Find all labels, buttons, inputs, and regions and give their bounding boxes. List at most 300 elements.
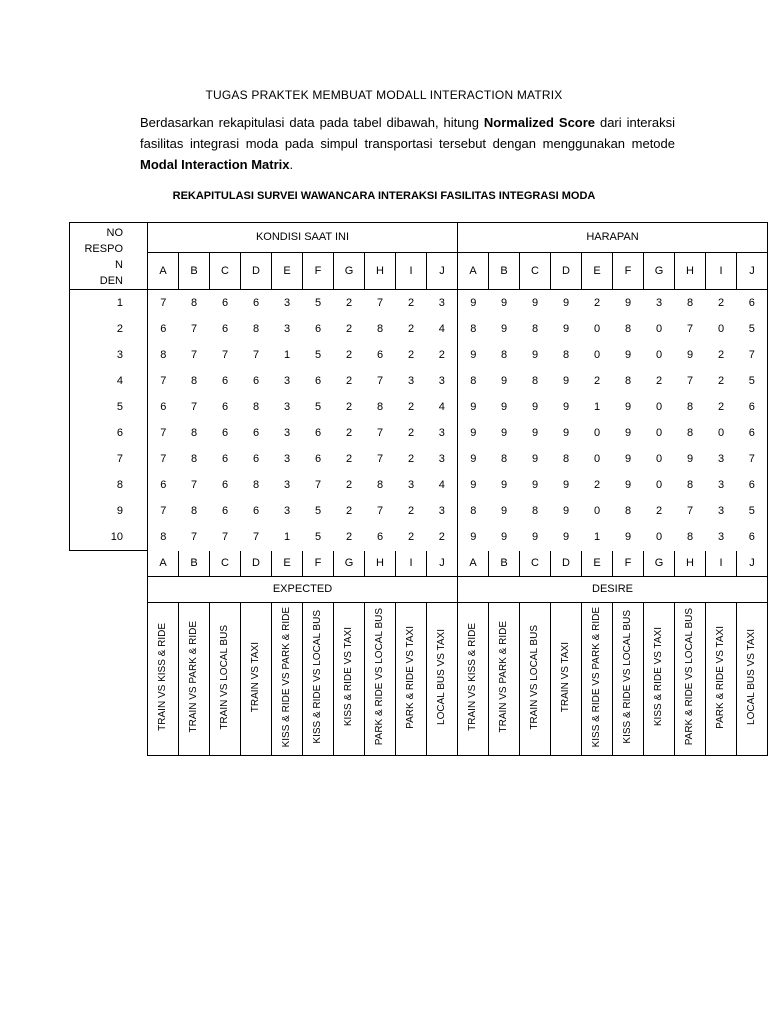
column-letter: E (272, 551, 303, 577)
kondisi-cell: 6 (314, 453, 322, 465)
pair-label-text: TRAIN VS KISS & RIDE (467, 623, 478, 731)
column-letter: G (334, 252, 365, 289)
column-letter: F (303, 551, 334, 577)
pair-label-text: TRAIN VS KISS & RIDE (157, 623, 168, 731)
pair-label-text: LOCAL BUS VS TAXI (436, 629, 447, 725)
harapan-cell: 9 (624, 427, 632, 439)
harapan-cell: 9 (500, 323, 508, 335)
table-row (70, 316, 768, 342)
harapan-cell: 9 (458, 446, 489, 472)
harapan-cell: 9 (500, 297, 508, 309)
harapan-cell: 1 (593, 401, 601, 413)
header-row-groups (70, 223, 768, 253)
expected-pair-label (241, 602, 272, 755)
table-row (70, 290, 768, 317)
intro-bold-method: Modal Interaction Matrix (140, 157, 290, 172)
table-row (70, 446, 768, 472)
respondent-number: 2 (70, 316, 148, 342)
kondisi-cell: 3 (283, 323, 291, 335)
harapan-cell: 0 (655, 427, 663, 439)
kondisi-cell: 2 (438, 349, 445, 361)
harapan-cell: 5 (737, 498, 768, 524)
harapan-cell: 3 (717, 505, 725, 517)
table-row (70, 342, 768, 368)
expected-pair-label (272, 602, 303, 755)
pair-label-text: PARK & RIDE VS LOCAL BUS (684, 608, 695, 746)
kondisi-cell: 2 (345, 323, 353, 335)
pair-label-text: LOCAL BUS VS TAXI (746, 629, 757, 725)
harapan-cell: 8 (458, 316, 489, 342)
harapan-cell: 9 (562, 401, 570, 413)
pair-label-text: TRAIN VS LOCAL BUS (529, 624, 540, 730)
column-letter: G (644, 551, 675, 577)
respondent-number: 1 (70, 290, 148, 317)
spacer-cell (70, 576, 148, 602)
column-letter: I (706, 551, 737, 577)
respondent-header-line: N (115, 259, 123, 271)
kondisi-cell: 7 (148, 420, 179, 446)
kondisi-cell: 6 (252, 375, 260, 387)
intro-bold-normalized-score: Normalized Score (483, 115, 596, 130)
column-letter: F (303, 252, 334, 289)
table-row (70, 420, 768, 446)
kondisi-cell: 3 (283, 505, 291, 517)
column-letter: J (737, 551, 768, 577)
column-letter: B (489, 551, 520, 577)
column-letter: E (272, 252, 303, 289)
pair-label-text: KISS & RIDE VS TAXI (343, 627, 354, 727)
kondisi-cell: 3 (283, 453, 291, 465)
harapan-cell: 9 (531, 531, 539, 544)
harapan-cell: 0 (655, 323, 663, 335)
kondisi-cell: 2 (407, 297, 415, 309)
harapan-cell: 3 (655, 297, 663, 309)
harapan-cell: 8 (624, 323, 632, 335)
column-letter: B (179, 551, 210, 577)
kondisi-cell: 2 (345, 505, 353, 517)
kondisi-cell: 8 (252, 479, 260, 491)
kondisi-cell: 8 (376, 479, 384, 491)
kondisi-cell: 7 (252, 531, 260, 544)
harapan-cell: 8 (624, 505, 632, 517)
respondent-number: 4 (70, 368, 148, 394)
harapan-cell: 2 (717, 401, 725, 413)
harapan-cell: 9 (531, 479, 539, 491)
harapan-cell: 9 (562, 505, 570, 517)
kondisi-cell: 2 (345, 401, 353, 413)
harapan-cell: 2 (717, 297, 725, 309)
harapan-cell: 9 (500, 427, 508, 439)
harapan-cell: 0 (655, 531, 663, 544)
harapan-cell: 9 (562, 375, 570, 387)
harapan-cell: 9 (458, 420, 489, 446)
respondent-number: 9 (70, 498, 148, 524)
expected-pair-label (396, 602, 427, 755)
kondisi-cell: 2 (407, 505, 415, 517)
harapan-cell: 8 (686, 401, 694, 413)
harapan-cell: 8 (500, 349, 508, 361)
column-letter: E (582, 252, 613, 289)
kondisi-cell: 6 (221, 297, 229, 309)
expected-pair-label (427, 602, 458, 755)
kondisi-cell: 7 (190, 479, 198, 491)
kondisi-cell: 6 (221, 453, 229, 465)
respondent-header-line: RESPO (84, 243, 123, 255)
harapan-cell: 9 (458, 394, 489, 420)
pair-label-text: TRAIN VS TAXI (560, 641, 571, 713)
respondent-number: 8 (70, 472, 148, 498)
kondisi-cell: 2 (438, 531, 445, 544)
pair-label-text: KISS & RIDE VS PARK & RIDE (591, 606, 602, 748)
kondisi-cell: 7 (148, 446, 179, 472)
kondisi-cell: 6 (376, 531, 384, 544)
harapan-cell: 9 (562, 479, 570, 491)
column-letter: D (551, 252, 582, 289)
harapan-cell: 9 (458, 472, 489, 498)
harapan-cell: 9 (500, 375, 508, 387)
kondisi-cell: 2 (345, 427, 353, 439)
harapan-cell: 2 (593, 479, 601, 491)
pair-label-text: TRAIN VS PARK & RIDE (188, 621, 199, 733)
desire-pair-label (613, 602, 644, 755)
column-letter: E (582, 551, 613, 577)
pair-label-text: TRAIN VS PARK & RIDE (498, 621, 509, 733)
header-row-expected-desire (70, 576, 768, 602)
harapan-cell: 9 (562, 531, 570, 544)
kondisi-cell: 5 (314, 505, 322, 517)
kondisi-cell: 6 (148, 316, 179, 342)
expected-pair-label (365, 602, 396, 755)
harapan-cell: 2 (655, 505, 663, 517)
pair-label-text: PARK & RIDE VS TAXI (405, 625, 416, 729)
pair-label-text: PARK & RIDE VS TAXI (715, 625, 726, 729)
desire-pair-label (458, 602, 489, 755)
kondisi-cell: 2 (345, 349, 353, 361)
expected-pair-label (334, 602, 365, 755)
kondisi-cell: 5 (314, 401, 322, 413)
respondent-number: 6 (70, 420, 148, 446)
harapan-cell: 7 (686, 505, 694, 517)
harapan-cell: 0 (717, 427, 725, 439)
column-letter: D (241, 252, 272, 289)
column-letter: B (489, 252, 520, 289)
harapan-cell: 9 (531, 349, 539, 361)
kondisi-cell: 6 (314, 427, 322, 439)
kondisi-cell: 7 (148, 290, 179, 317)
harapan-cell: 2 (655, 375, 663, 387)
kondisi-cell: 8 (148, 342, 179, 368)
pair-label-text: KISS & RIDE VS PARK & RIDE (281, 606, 292, 748)
harapan-cell: 7 (686, 323, 694, 335)
column-letter: D (551, 551, 582, 577)
table-row (70, 524, 768, 551)
harapan-cell: 6 (737, 290, 768, 317)
group-header-desire: DESIRE (458, 576, 768, 602)
kondisi-cell: 2 (345, 453, 353, 465)
column-letter: D (241, 551, 272, 577)
column-letter: A (458, 252, 489, 289)
kondisi-cell: 8 (252, 323, 260, 335)
harapan-cell: 2 (593, 297, 601, 309)
harapan-cell: 8 (562, 453, 570, 465)
column-letter: I (396, 252, 427, 289)
column-letter: A (458, 551, 489, 577)
harapan-cell: 9 (624, 297, 632, 309)
column-letter: H (675, 551, 706, 577)
kondisi-cell: 1 (283, 349, 291, 361)
harapan-cell: 7 (737, 342, 768, 368)
respondent-number: 10 (70, 524, 148, 551)
harapan-cell: 7 (686, 375, 694, 387)
expected-pair-label (210, 602, 241, 755)
column-letter: B (179, 252, 210, 289)
expected-pair-label (303, 602, 334, 755)
harapan-cell: 3 (717, 479, 725, 491)
intro-paragraph (140, 112, 675, 175)
column-letter: J (427, 551, 458, 577)
harapan-cell: 0 (655, 479, 663, 491)
pair-label-text: KISS & RIDE VS LOCAL BUS (312, 610, 323, 744)
kondisi-cell: 7 (190, 323, 198, 335)
respondent-header-line: NO (106, 227, 123, 239)
kondisi-cell: 6 (252, 427, 260, 439)
kondisi-cell: 6 (376, 349, 384, 361)
column-letter: C (520, 551, 551, 577)
harapan-cell: 1 (593, 531, 601, 544)
group-header-expected: EXPECTED (148, 576, 458, 602)
kondisi-cell: 8 (376, 401, 384, 413)
harapan-cell: 9 (624, 349, 632, 361)
harapan-cell: 6 (737, 420, 768, 446)
harapan-cell: 2 (717, 349, 725, 361)
column-letter: F (613, 252, 644, 289)
table-row (70, 472, 768, 498)
harapan-cell: 0 (655, 349, 663, 361)
kondisi-cell: 6 (148, 472, 179, 498)
column-letter: I (706, 252, 737, 289)
kondisi-cell: 7 (376, 505, 384, 517)
kondisi-cell: 3 (438, 505, 445, 517)
column-letter: J (737, 252, 768, 289)
column-letter: J (427, 252, 458, 289)
spacer-cell (70, 551, 148, 577)
desire-pair-label (737, 602, 768, 755)
harapan-cell: 5 (737, 316, 768, 342)
harapan-cell: 8 (458, 498, 489, 524)
desire-pair-label (520, 602, 551, 755)
harapan-cell: 6 (737, 394, 768, 420)
desire-pair-label (675, 602, 706, 755)
pair-label-text: TRAIN VS TAXI (250, 641, 261, 713)
kondisi-cell: 3 (283, 427, 291, 439)
harapan-cell: 9 (562, 297, 570, 309)
column-letter: H (675, 252, 706, 289)
kondisi-cell: 2 (345, 479, 353, 491)
harapan-cell: 8 (686, 531, 694, 544)
footer-row-letters (70, 551, 768, 577)
kondisi-cell: 3 (438, 453, 445, 465)
desire-pair-label (644, 602, 675, 755)
survey-table (69, 222, 768, 756)
harapan-cell: 9 (458, 342, 489, 368)
harapan-cell: 8 (458, 368, 489, 394)
kondisi-cell: 6 (252, 297, 260, 309)
kondisi-cell: 5 (314, 531, 322, 544)
column-letter: G (644, 252, 675, 289)
kondisi-cell: 2 (345, 297, 353, 309)
pair-label-row (70, 602, 768, 755)
kondisi-cell: 3 (438, 297, 445, 309)
kondisi-cell: 3 (283, 297, 291, 309)
harapan-cell: 9 (624, 401, 632, 413)
kondisi-cell: 4 (438, 479, 445, 491)
pair-label-text: PARK & RIDE VS LOCAL BUS (374, 608, 385, 746)
group-header-kondisi: KONDISI SAAT INI (148, 223, 458, 253)
intro-text-1: Berdasarkan rekapitulasi data pada tabel dibawah, hitung (140, 115, 484, 130)
respondent-number: 3 (70, 342, 148, 368)
kondisi-cell: 8 (376, 323, 384, 335)
expected-pair-label (179, 602, 210, 755)
kondisi-cell: 3 (438, 427, 445, 439)
harapan-cell: 2 (717, 375, 725, 387)
kondisi-cell: 6 (252, 505, 260, 517)
kondisi-cell: 3 (283, 479, 291, 491)
kondisi-cell: 3 (283, 401, 291, 413)
kondisi-cell: 2 (407, 323, 415, 335)
harapan-cell: 9 (562, 323, 570, 335)
kondisi-cell: 4 (438, 323, 445, 335)
harapan-cell: 8 (531, 375, 539, 387)
harapan-cell: 9 (500, 401, 508, 413)
column-letter: C (210, 252, 241, 289)
column-letter: C (520, 252, 551, 289)
kondisi-cell: 6 (221, 505, 229, 517)
kondisi-cell: 3 (407, 375, 415, 387)
harapan-cell: 9 (531, 297, 539, 309)
harapan-cell: 0 (717, 323, 725, 335)
kondisi-cell: 1 (283, 531, 291, 544)
harapan-cell: 9 (531, 427, 539, 439)
kondisi-cell: 7 (190, 531, 198, 544)
intro-text-2: dari interaksi fasilitas integrasi moda pada simpul transportasi tersebut dengan menggunakan metode (140, 115, 675, 151)
kondisi-cell: 7 (376, 297, 384, 309)
kondisi-cell: 2 (407, 427, 415, 439)
harapan-cell: 8 (686, 479, 694, 491)
kondisi-cell: 6 (221, 375, 229, 387)
column-letter: F (613, 551, 644, 577)
kondisi-cell: 7 (148, 368, 179, 394)
kondisi-cell: 2 (407, 531, 415, 544)
respondent-number-header (70, 223, 148, 290)
kondisi-cell: 7 (376, 453, 384, 465)
kondisi-cell: 5 (314, 349, 322, 361)
column-letter: A (148, 551, 179, 577)
harapan-cell: 9 (562, 427, 570, 439)
harapan-cell: 3 (717, 531, 725, 544)
kondisi-cell: 6 (314, 323, 322, 335)
header-row-letters (70, 252, 768, 289)
kondisi-cell: 7 (376, 375, 384, 387)
harapan-cell: 6 (737, 472, 768, 498)
kondisi-cell: 6 (148, 394, 179, 420)
kondisi-cell: 2 (407, 401, 415, 413)
harapan-cell: 5 (737, 368, 768, 394)
kondisi-cell: 8 (190, 505, 198, 517)
kondisi-cell: 2 (345, 375, 353, 387)
table-row (70, 394, 768, 420)
harapan-cell: 3 (717, 453, 725, 465)
harapan-cell: 9 (500, 505, 508, 517)
column-letter: G (334, 551, 365, 577)
harapan-cell: 2 (593, 375, 601, 387)
table-row (70, 368, 768, 394)
kondisi-cell: 5 (314, 297, 322, 309)
column-letter: H (365, 551, 396, 577)
harapan-cell: 8 (562, 349, 570, 361)
desire-pair-label (489, 602, 520, 755)
kondisi-cell: 7 (314, 479, 322, 491)
column-letter: A (148, 252, 179, 289)
kondisi-cell: 7 (376, 427, 384, 439)
desire-pair-label (551, 602, 582, 755)
kondisi-cell: 7 (221, 349, 229, 361)
kondisi-cell: 7 (148, 498, 179, 524)
kondisi-cell: 8 (190, 453, 198, 465)
harapan-cell: 8 (686, 427, 694, 439)
pair-label-text: KISS & RIDE VS LOCAL BUS (622, 610, 633, 744)
kondisi-cell: 2 (345, 531, 353, 544)
kondisi-cell: 6 (221, 479, 229, 491)
kondisi-cell: 3 (438, 375, 445, 387)
harapan-cell: 8 (686, 297, 694, 309)
group-header-harapan: HARAPAN (458, 223, 768, 253)
harapan-cell: 9 (624, 453, 632, 465)
kondisi-cell: 3 (283, 375, 291, 387)
kondisi-cell: 8 (252, 401, 260, 413)
harapan-cell: 0 (593, 323, 601, 335)
harapan-cell: 9 (531, 453, 539, 465)
harapan-cell: 6 (737, 524, 768, 551)
respondent-number: 7 (70, 446, 148, 472)
desire-pair-label (706, 602, 737, 755)
kondisi-cell: 8 (190, 297, 198, 309)
desire-pair-label (582, 602, 613, 755)
kondisi-cell: 6 (221, 323, 229, 335)
respondent-header-line: DEN (99, 275, 123, 287)
kondisi-cell: 8 (190, 427, 198, 439)
kondisi-cell: 4 (438, 401, 445, 413)
spacer-cell (70, 602, 148, 755)
harapan-cell: 0 (593, 453, 601, 465)
kondisi-cell: 8 (148, 524, 179, 551)
harapan-cell: 9 (531, 401, 539, 413)
pair-label-text: KISS & RIDE VS TAXI (653, 627, 664, 727)
harapan-cell: 0 (593, 349, 601, 361)
harapan-cell: 0 (655, 453, 663, 465)
harapan-cell: 9 (500, 531, 508, 544)
harapan-cell: 8 (500, 453, 508, 465)
kondisi-cell: 7 (190, 349, 198, 361)
kondisi-cell: 8 (190, 375, 198, 387)
kondisi-cell: 6 (221, 401, 229, 413)
table-subtitle: REKAPITULASI SURVEI WAWANCARA INTERAKSI FASILITAS INTEGRASI MODA (172, 190, 596, 202)
kondisi-cell: 7 (190, 401, 198, 413)
column-letter: I (396, 551, 427, 577)
harapan-cell: 9 (458, 524, 489, 551)
respondent-number: 5 (70, 394, 148, 420)
harapan-cell: 0 (593, 427, 601, 439)
harapan-cell: 9 (686, 349, 694, 361)
